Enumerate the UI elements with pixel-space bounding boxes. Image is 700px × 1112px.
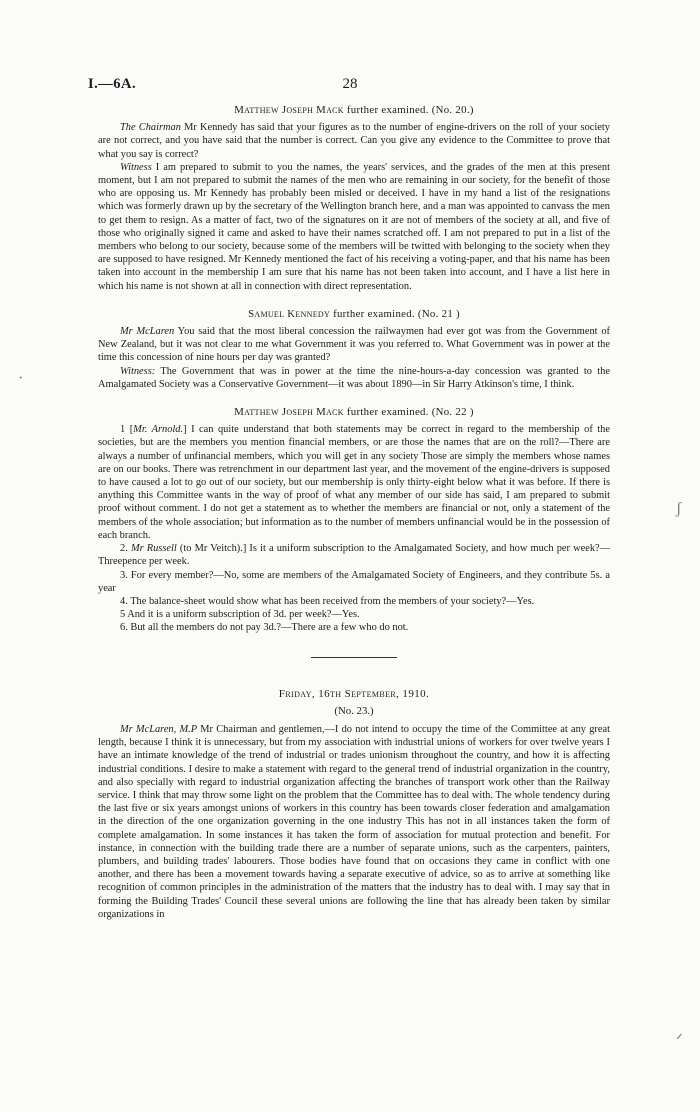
paragraph-text: The Government that was in power at the time the nine-hours-a-day concession was granted to the Amalgamated Society was a Conservative Government—it was about 1890—in Sir Harry Atkinson's time, I think. [98,365,610,390]
section-divider [311,657,397,658]
witness-name: Matthew Joseph Mack [234,104,344,116]
running-header [0,76,700,96]
page-number: 28 [342,76,358,92]
examination-section-20 [98,104,610,293]
question-paragraph [98,121,610,161]
section-heading [98,308,610,321]
numbered-question [98,542,610,568]
speaker: Witness [120,161,152,173]
numbered-question [98,595,610,608]
numbered-question [98,608,610,621]
witness-name: Matthew Joseph Mack [234,406,344,419]
heading-rest: further examined. (No. 22 ) [343,406,474,419]
speaker: The Chairman [120,122,181,134]
numbered-question [98,423,610,542]
body-text [98,104,610,936]
margin-mark: ʃ [676,500,682,517]
paragraph-text: 6. But all the members do not pay 3d.?—There are a few who do not. [120,622,409,634]
statement-number: (No. 23.) [334,704,374,717]
witness-name: Samuel Kennedy [248,307,331,320]
question-paragraph [98,325,610,365]
statement-paragraph [98,723,610,921]
date-heading: Friday, 16th September, 1910. [278,687,430,700]
friday-session [98,688,610,921]
answer-paragraph [98,365,610,391]
paragraph-text: You said that the most liberal concession the railwaymen had ever got was from the Government of New Zealand, but it was not clear to me what Government it was you referred to. What Government was in power at the time this concession of nine hours per day was granted? [98,326,610,364]
speaker: Mr. Arnold. [133,424,184,436]
speaker: Mr McLaren [120,326,175,338]
answer-paragraph [98,161,610,293]
speaker: Mr McLaren, M.P [120,723,198,735]
paragraph-text: 4. The balance-sheet would show what has been received from the members of your society?—Yes. [120,595,535,607]
margin-mark: ᐟ [676,1032,683,1049]
paragraph-text: ] I can quite understand that both statements may be correct in regard to the membership of the societies, but are the members you mention financial members, or are those the names that are on the roll?—There are always a number of unfinancial members, which you will get in any society Those are simply the members whose names are on our books. There was retrenchment in our department last year, and the movement of the engine-drivers is supposed to have caused a lot to go out of our society, but our membership is only thirty-eight below what it was before. If there is anything this Committee wants in the way of proof of what any member of our side has said, I am prepared to submit proof without comment. I do not get a statement as to whether the members are financial or not, only a statement of the members of the whole association; but information as to the number of members unfinancial would be in the possession of each branch. [98,424,610,541]
paragraph-text: 5 And it is a uniform subscription of 3d. per week?—Yes. [120,609,360,621]
speaker: Witness: [120,365,156,377]
section-heading [98,104,610,117]
heading-rest: further examined. (No. 21 ) [330,307,460,320]
question-number: 1 [ [120,424,134,436]
margin-mark: · [18,370,24,387]
paragraph-text: 3. For every member?—No, some are members of the Amalgamated Society of Engineers, and they contribute 5s. a year [98,569,610,594]
examination-section-21 [98,308,610,391]
examination-section-22 [98,406,610,634]
section-heading [98,406,610,419]
paragraph-text: Mr Chairman and gentlemen,—I do not intend to occupy the time of the Committee at any great length, because I think it is unnecessary, but from my association with industrial unions of workers for over twelve years I have an intimate knowledge of the trend of industrial or trades unionism throughout the country, and how it is affecting industrial conditions. I desire to make a statement with regard to the general trend of industrial organization in the country, and also specially with regard to industrial organization affecting the branches of transport work other than the Railway service. I think that may throw some light on the problem that the Committee has to deal with. The whole tendency during the last five or six years amongst unions of workers in this country has been towards closer federation and amalgamation in the direction of the one organization governing in the one industry This has not in all instances taken the form of complete amalgamation. In some instances it has taken the form of association for mutual protection and benefit. For instance, in connection with the building trade there are a number of separate unions, such as the carpenters, painters, plumbers, and building trades' labourers. Those bodies have found that on occasions they came in conflict with one another, and there has been a movement towards having a separate executive of advice, so as to arrive at something like recognition of common principles in the administration of the matters that the industry has to deal with. I may say that in forming the Building Trades' Council these several unions are following the line that has already been taken by similar organizations in [98,723,610,920]
numbered-question [98,621,610,634]
question-number: 2. [120,543,131,555]
numbered-question [98,569,610,595]
paragraph-text: Mr Kennedy has said that your figures as to the number of engine-drivers on the roll of your society are not correct, and you have said that the number is correct. Can you give any evidence to the Committee to prove that what you say is correct? [98,122,610,160]
speaker: Mr Russell [130,543,177,555]
paragraph-text: (to Mr Veitch).] Is it a uniform subscription to the Amalgamated Society, and how much per week?—Threepence per week. [98,543,611,568]
report-reference: I.—6A. [88,76,137,92]
paragraph-text: I am prepared to submit to you the names, the years' services, and the grades of the men at this present moment, but I am not prepared to submit the names of the men who are remaining in our society, for the benefit of those who are opposing us. Mr Kennedy has probably been misled or deceived. I have in my hand a list of the resignations which was formerly drawn up by the secretary of the Wellington branch here, and a man was appointed to canvass the men to get them to resign. As a matter of fact, two of the signatures on it are not of members of the society at all, and five of those who originally signed it came and asked to have their names scratched off. I am not prepared to put in a list of the members who belong to our society, because some of the members will be twitted with belonging to the society when they are supposed to have resigned. Mr Kennedy mentioned the fact of his receiving a voting-paper, and that his name has been taken into account in the membership I am sure that his name has not been taken into account, and I have a list here in which his name is not shown at all in connection with direct representation. [98,161,610,292]
heading-rest: further examined. (No. 20.) [343,104,474,116]
